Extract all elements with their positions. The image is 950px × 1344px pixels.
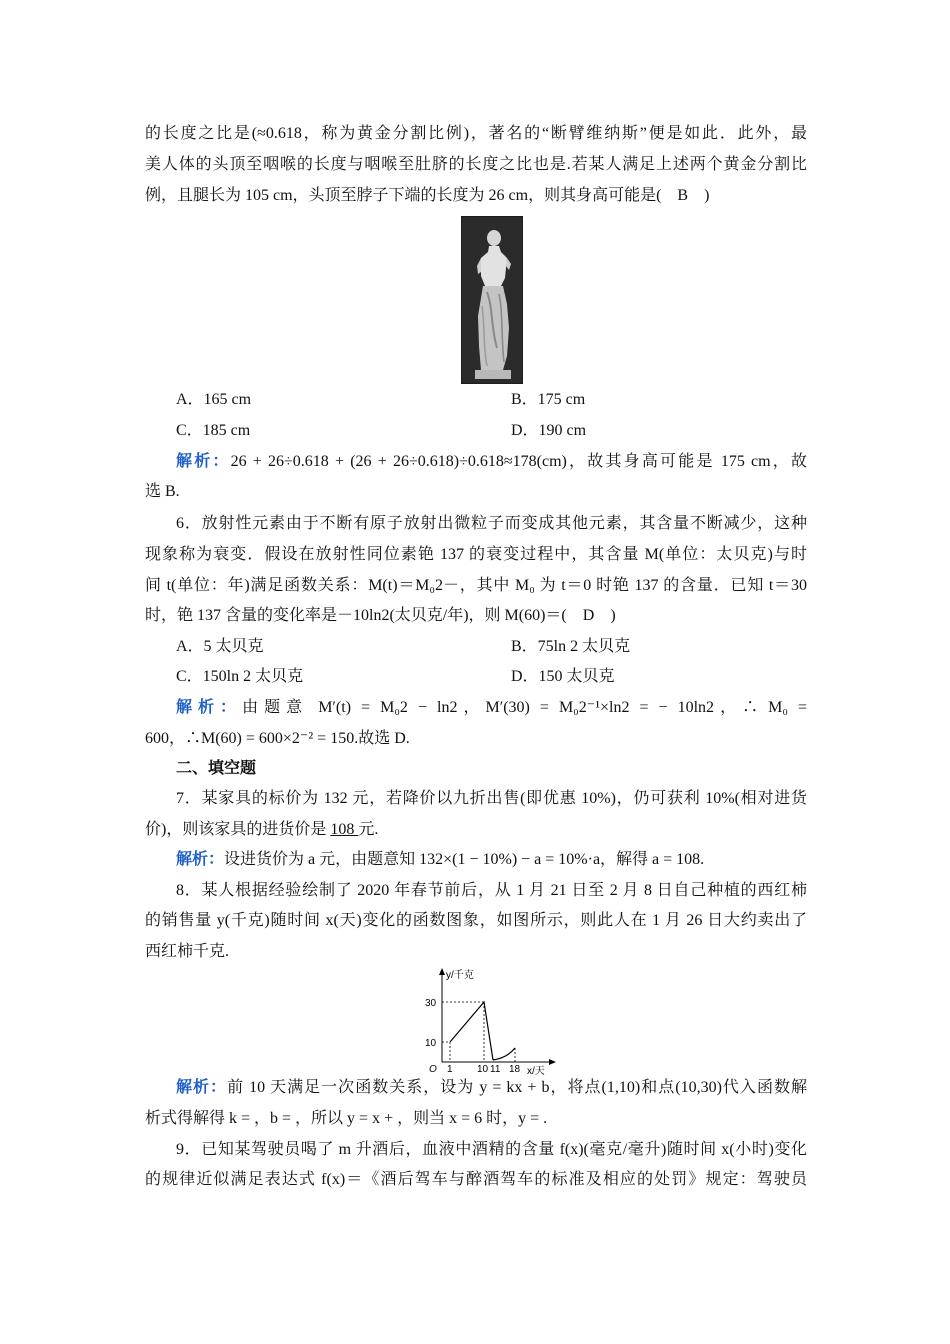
q6-solution-line [176,698,807,718]
q5-solution-line: 选 B. [145,483,180,500]
q7-solution-text: 设进货价为 a 元，由题意知 132×(1 − 10%) − a = 10%·a，解得 a = 108. [224,851,705,868]
solution-label: 解析： [176,699,243,716]
section-heading: 二、填空题 [176,760,257,777]
venus-de-milo-image [461,216,523,384]
q8-text-line: 8．某人根据经验绘制了 2020 年春节前后，从 1 月 21 日至 2 月 8 日自己种植的西红柿 [176,882,807,899]
q5-text-line: 的长度之比是(≈0.618，称为黄金分割比例)，著名的“断臂维纳斯”便是如此．此外，最 [145,125,807,142]
sales-function-graph [415,964,565,1076]
x-tick-label: 11 [490,1064,501,1075]
q7-answer: 108 [330,821,359,838]
q8-text-line: 西红柿千克. [145,943,230,960]
y-axis-label: y/千克 [446,970,474,981]
q7-text: 元. [358,821,379,838]
q6-text-line: 间 t(单位：年)满足函数关系：M(t)＝M₀2－，其中 M₀ 为 t＝0 时铯 137 的含量．已知 t＝30 [145,577,807,594]
q7-text-line [145,820,807,840]
x-tick-label: 1 [447,1064,453,1075]
q5-option-d: D．190 cm [511,422,587,439]
q6-option-c: C．150ln 2 太贝克 [176,668,304,685]
q6-option-d: D．150 太贝克 [511,668,615,685]
q7-solution-line [176,850,807,870]
x-tick-label: 10 [477,1064,489,1075]
q9-text-line: 的规律近似满足表达式 f(x)＝《酒后驾车与醉酒驾车的标准及相应的处罚》规定：驾驶员 [145,1171,807,1188]
x-tick-label: 18 [509,1064,521,1075]
graph-line-segments [450,1002,493,1060]
solution-label: 解析： [176,851,225,868]
q6-text-line: 时，铯 137 含量的变化率是－10ln2(太贝克/年)，则 M(60)＝( D ) [145,607,616,624]
q8-solution-line: 析式得解得 k = ，b = ，所以 y = x + ，则当 x = 6 时，y = . [145,1110,548,1127]
y-tick-label: 30 [425,998,437,1009]
q6-option-b: B．75ln 2 太贝克 [511,638,631,655]
graph-curve [493,1048,515,1060]
q5-option-b: B．175 cm [511,391,586,408]
solution-label: 解析： [176,1079,228,1096]
x-axis-label: x/天 [527,1066,545,1076]
y-axis-arrow [439,968,445,975]
q8-text-line: 的销售量 y(千克)随时间 x(天)变化的函数图象，如图所示，则此人在 1 月 26 日大约卖出了 [145,912,807,929]
q8-solution-line [176,1078,807,1098]
q9-text-line: 9．已知某驾驶员喝了 m 升酒后，血液中酒精的含量 f(x)(毫克/毫升)随时间 x(小时)变化 [176,1141,807,1158]
q6-option-a: A．5 太贝克 [176,638,264,655]
origin-label: O [429,1064,437,1075]
q7-text-line: 7．某家具的标价为 132 元，若降价以九折出售(即优惠 10%)，仍可获利 10%(相对进货 [176,790,807,807]
y-tick-label: 10 [425,1038,437,1049]
x-axis-arrow [549,1059,556,1065]
q7-text: 价)，则该家具的进货价是 [145,821,331,838]
q6-solution-text: 由题意 M′(t) = M₀2 − ln2，M′(30) = M₀2⁻¹×ln2 = − 10ln2，∴ M₀ = [242,699,807,716]
solution-label: 解析： [176,453,231,470]
q5-text-line: 例，且腿长为 105 cm，头顶至脖子下端的长度为 26 cm，则其身高可能是( B ) [145,187,710,204]
q5-option-a: A．165 cm [176,391,252,408]
q6-text-line: 现象称为衰变．假设在放射性同位素铯 137 的衰变过程中，其含量 M(单位：太贝克)与时 [145,546,807,563]
q5-solution-line [176,452,807,472]
q5-option-c: C．185 cm [176,422,251,439]
q8-solution-text: 前 10 天满足一次函数关系，设为 y = kx + b，将点(1,10)和点(10,30)代入函数解 [227,1079,807,1096]
q6-text-line: 6．放射性元素由于不断有原子放射出微粒子而变成其他元素，其含量不断减少，这种 [176,515,807,532]
q5-solution-text: 26 + 26÷0.618 + (26 + 26÷0.618)÷0.618≈178(cm)，故其身高可能是 175 cm，故 [230,453,807,470]
q6-solution-line: 600，∴M(60) = 600×2⁻² = 150.故选 D. [145,730,410,747]
q5-text-line: 美人体的头顶至咽喉的长度与咽喉至肚脐的长度之比也是.若某人满足上述两个黄金分割比 [145,156,807,173]
